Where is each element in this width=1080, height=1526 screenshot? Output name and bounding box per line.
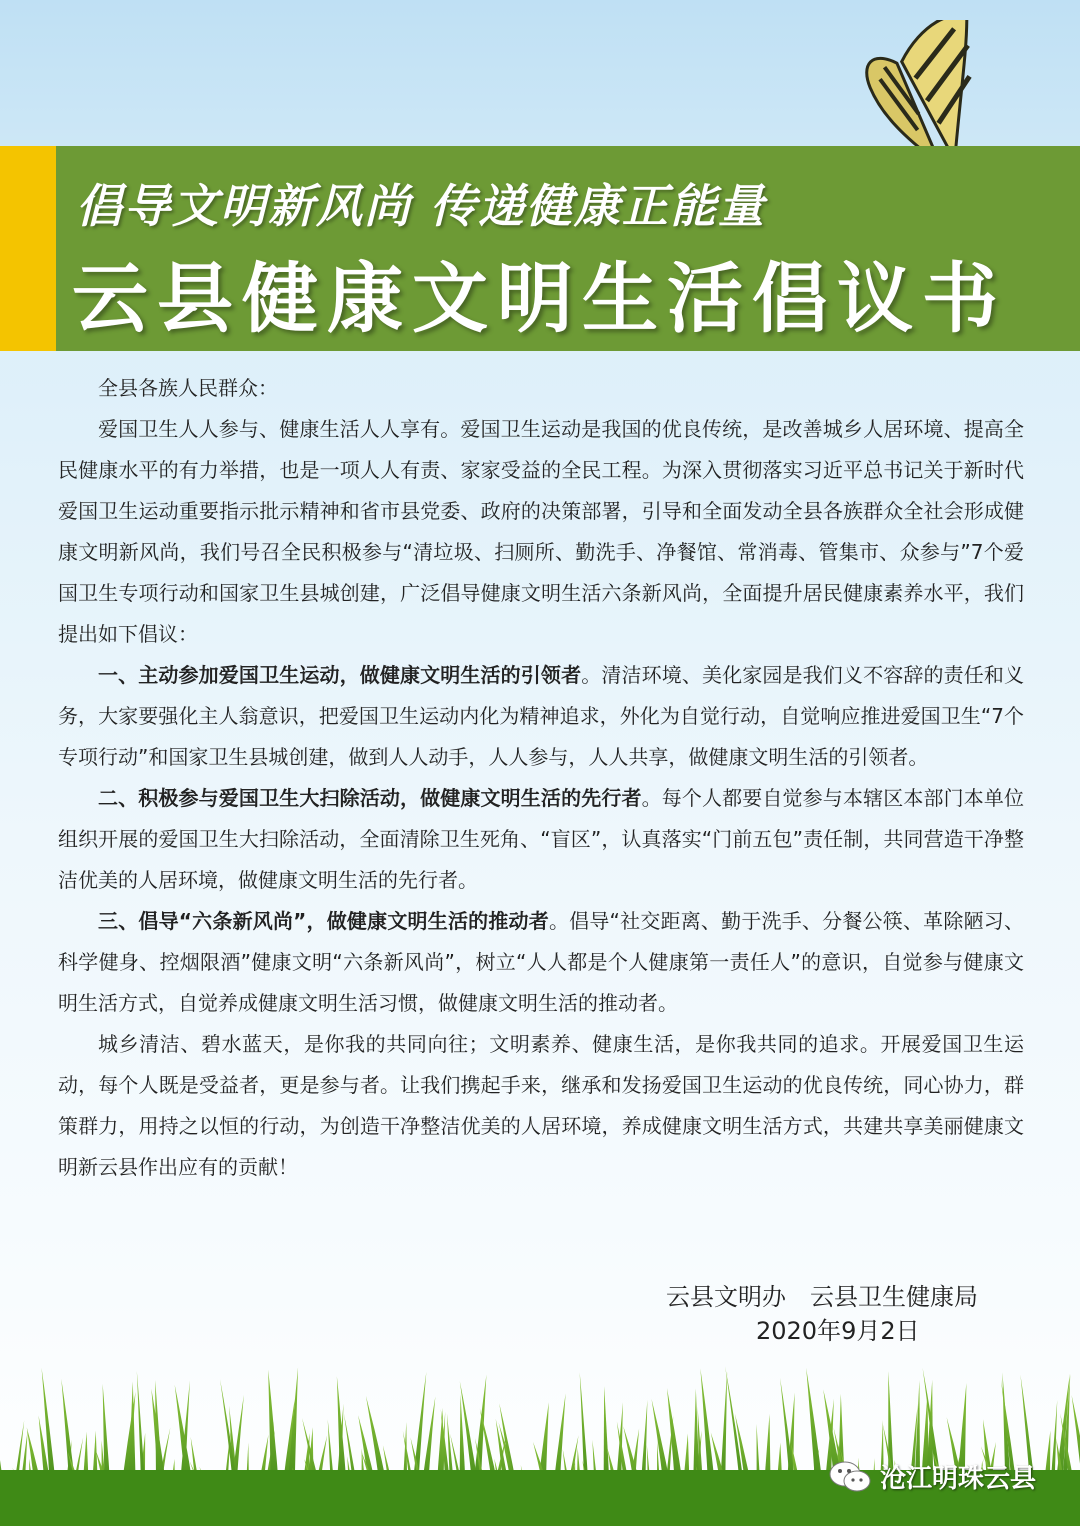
proposal-item-2	[58, 778, 1024, 901]
proposal-item-1	[58, 655, 1024, 778]
signature-date: 2020年9月2日	[756, 1317, 920, 1345]
proposal-heading-3: 三、倡导“六条新风尚”，做健康文明生活的推动者	[98, 909, 549, 933]
signature-orgs: 云县文明办 云县卫生健康局	[666, 1283, 978, 1311]
banner-accent-bar	[0, 146, 56, 351]
proposal-body-2: 。每个人都要自觉参与本辖区本部门本单位组织开展的爱国卫生大扫除活动，全面清除卫生死角、“盲区”，认真落实“门前五包”责任制，共同营造干净整洁优美的人居环境，做健康文明生活的先行者。	[58, 786, 1025, 892]
closing-paragraph: 城乡清洁、碧水蓝天，是你我的共同向往；文明素养、健康生活，是你我共同的追求。开展爱国卫生运动，每个人既是受益者，更是参与者。让我们携起手来，继承和发扬爱国卫生运动的优良传统，同心协力，群策群力，用持之以恒的行动，为创造干净整洁优美的人居环境，养成健康文明生活方式，共建共享美丽健康文明新云县作出应有的贡献！	[58, 1032, 1024, 1179]
signature-block	[666, 1280, 1006, 1348]
proposal-body-3: 。倡导“社交距离、勤于洗手、分餐公筷、革除陋习、科学健身、控烟限酒”健康文明“六条新风尚”，树立“人人都是个人健康第一责任人”的意识，自觉参与健康文明生活方式，自觉养成健康文明生活习惯，做健康文明生活的推动者。	[58, 909, 1024, 1015]
salutation: 全县各族人民群众：	[98, 376, 278, 400]
letter-body	[58, 368, 1024, 1188]
proposal-item-3	[58, 901, 1024, 1024]
intro-paragraph: 爱国卫生人人参与、健康生活人人享有。爱国卫生运动是我国的优良传统，是改善城乡人居环境、提高全民健康水平的有力举措，也是一项人人有责、家家受益的全民工程。为深入贯彻落实习近平总书记关于新时代爱国卫生运动重要指示批示精神和省市县党委、政府的决策部署，引导和全面发动全县各族群众全社会形成健康文明新风尚，我们号召全民积极参与“清垃圾、扫厕所、勤洗手、净餐馆、常消毒、管集市、众参与”7个爱国卫生专项行动和国家卫生县城创建，广泛倡导健康文明生活六条新风尚，全面提升居民健康素养水平，我们提出如下倡议：	[58, 417, 1024, 646]
proposal-heading-2: 二、积极参与爱国卫生大扫除活动，做健康文明生活的先行者	[98, 786, 642, 810]
slogan: 倡导文明新风尚 传递健康正能量	[76, 179, 767, 233]
watermark	[828, 1458, 1036, 1495]
proposal-heading-1: 一、主动参加爱国卫生运动，做健康文明生活的引领者	[98, 663, 582, 687]
watermark-text: 沧江明珠云县	[880, 1464, 1037, 1494]
grass-decoration	[0, 1350, 1080, 1526]
page-title: 云县健康文明生活倡议书	[72, 254, 1007, 343]
proposal-body-1: 。清洁环境、美化家园是我们义不容辞的责任和义务，大家要强化主人翁意识，把爱国卫生运动内化为精神追求，外化为自觉行动，自觉响应推进爱国卫生“7个专项行动”和国家卫生县城创建，做到人人动手，人人参与，人人共享，做健康文明生活的引领者。	[58, 663, 1025, 769]
wechat-icon	[828, 1459, 872, 1495]
